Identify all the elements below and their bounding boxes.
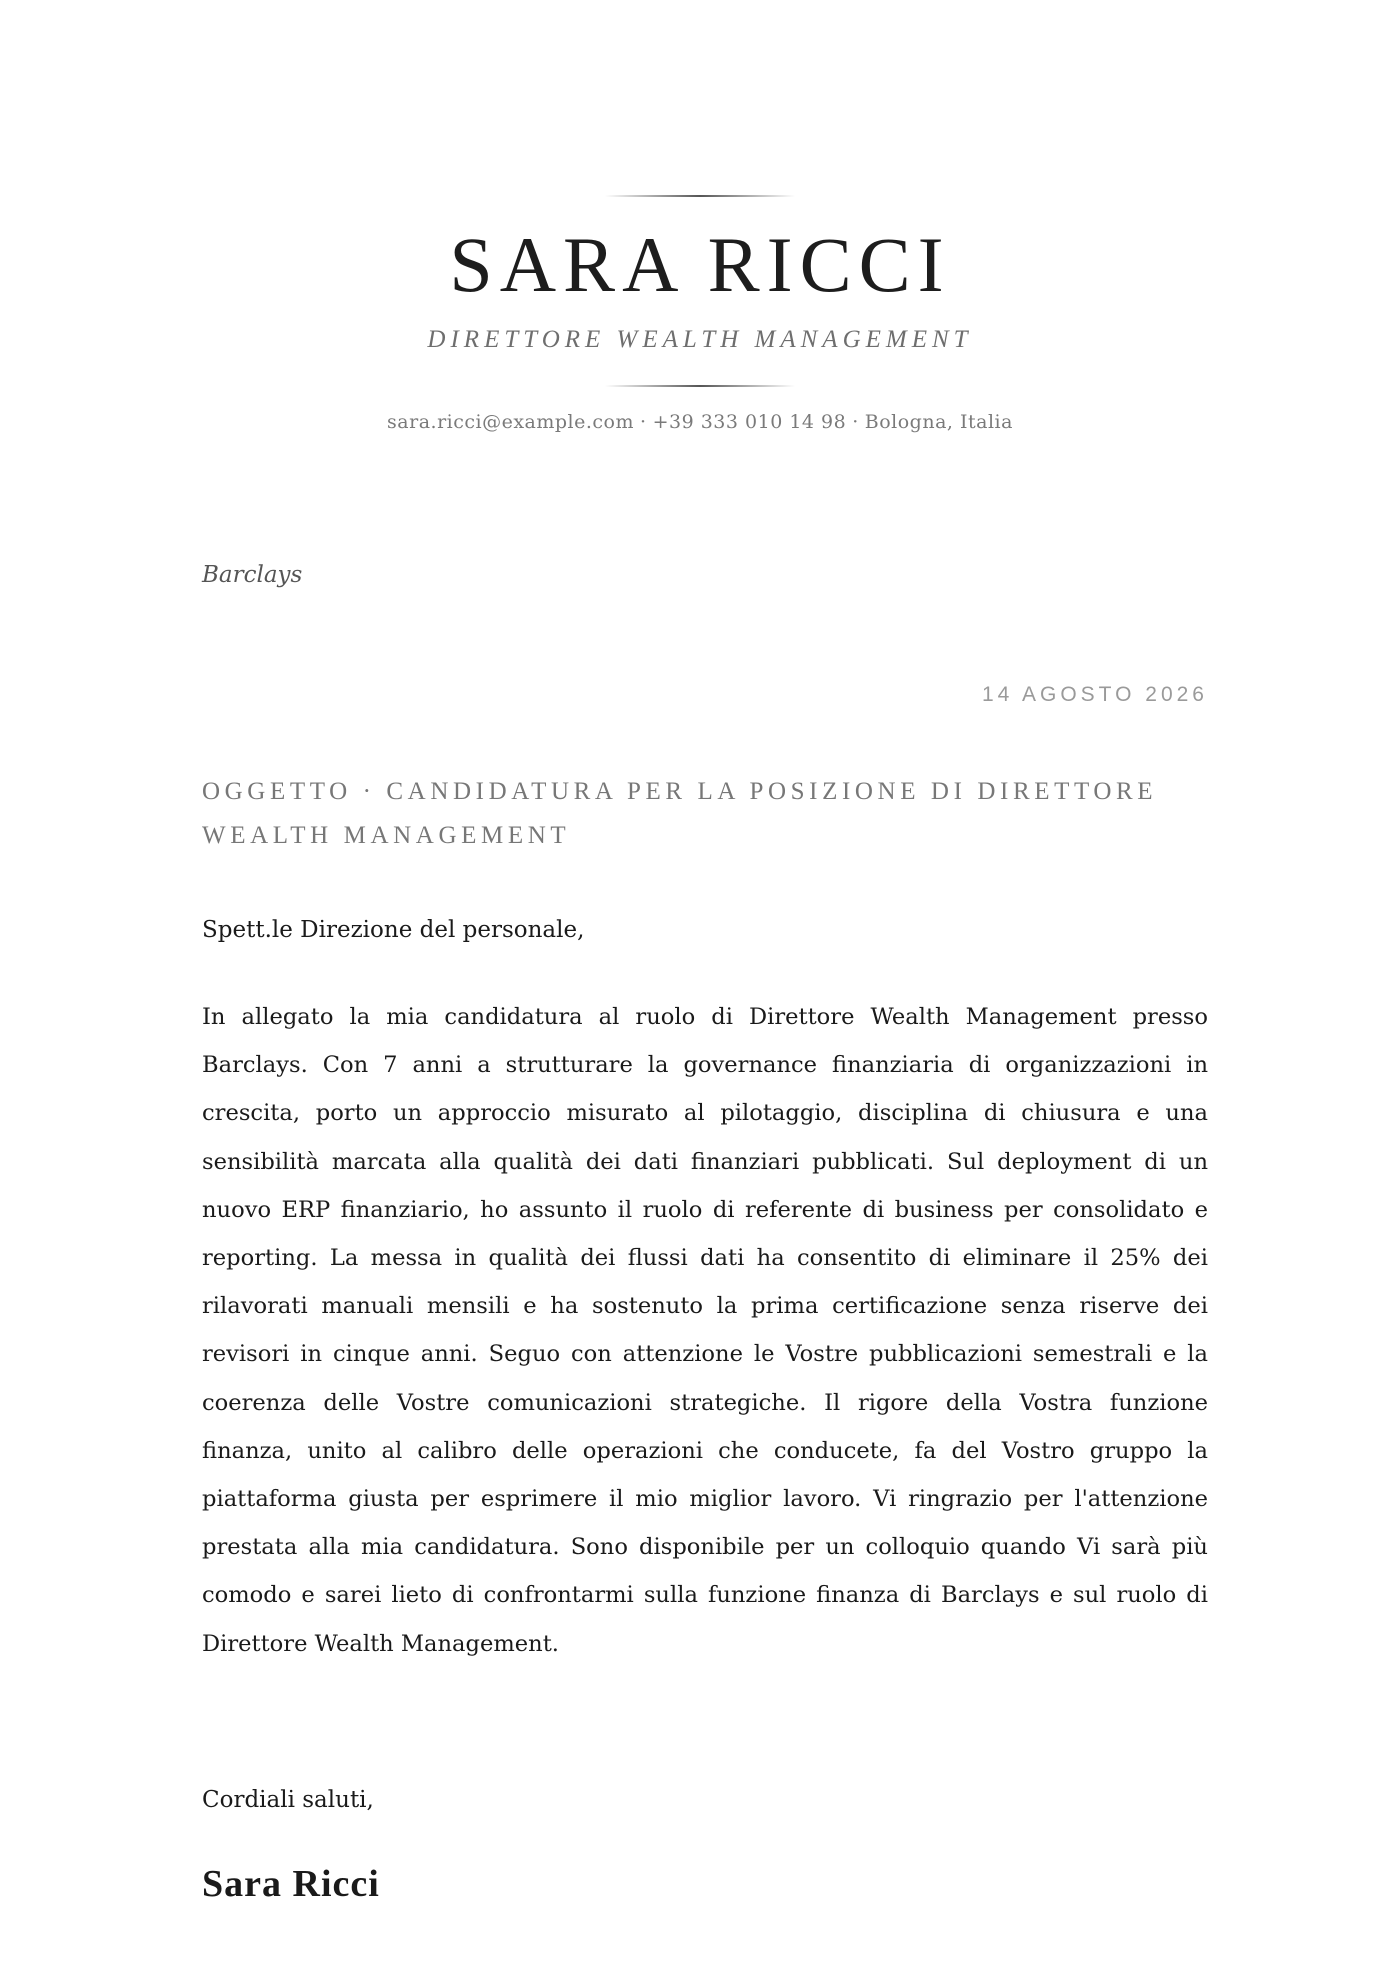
- letter-paragraph: In allegato la mia candidatura al ruolo di Direttore Wealth Management presso Barclays. Con 7 anni a strutturare la governance finanziaria di organizzazioni in crescita, porto un approccio misurato al pilotaggio, disciplina di chiusura e una sensibilità marcata alla qualità dei dati finanziari pubblicati. Sul deployment di un nuovo ERP finanziario, ho assunto il ruolo di referente di business per consolidato e reporting. La messa in qualità dei flussi dati ha consentito di eliminare il 25% dei rilavorati manuali mensili e ha sostenuto la prima certificazione senza riserve dei revisori in cinque anni. Seguo con attenzione le Vostre pubblicazioni semestrali e la coerenza delle Vostre comunicazioni strategiche. Il rigore della Vostra funzione finanza, unito al calibro delle operazioni che conducete, fa del Vostro gruppo la piattaforma giusta per esprimere il mio miglior lavoro. Vi ringrazio per l'attenzione prestata alla mia candidatura. Sono disponibile per un colloquio quando Vi sarà più comodo e sarei lieto di confrontarmi sulla funzione finanza di Barclays e sul ruolo di Direttore Wealth Management.: [202, 1004, 1208, 1657]
- bottom-divider: [605, 385, 795, 387]
- contact-phone: +39 333 010 14 98: [652, 411, 847, 433]
- contact-location: Bologna, Italia: [864, 411, 1013, 433]
- contact-separator: ·: [852, 411, 859, 433]
- salutation: Spett.le Direzione del personale,: [202, 917, 585, 943]
- recipient: Barclays: [202, 562, 303, 588]
- letterhead: [0, 195, 1400, 437]
- contact-email: sara.ricci@example.com: [387, 411, 635, 433]
- letter-body: [202, 560, 1208, 1905]
- signature: Sara Ricci: [202, 1863, 380, 1905]
- letter-subject: OGGETTO · CANDIDATURA PER LA POSIZIONE DI DIRETTORE WEALTH MANAGEMENT: [202, 778, 1158, 849]
- applicant-role: DIRETTORE WEALTH MANAGEMENT: [427, 326, 973, 353]
- closing: Cordiali saluti,: [202, 1787, 374, 1813]
- contact-separator: ·: [640, 411, 647, 433]
- top-divider: [605, 195, 795, 197]
- contact-line: [0, 407, 1400, 437]
- applicant-name: SARA RICCI: [449, 221, 951, 308]
- letter-date: 14 AGOSTO 2026: [981, 683, 1208, 706]
